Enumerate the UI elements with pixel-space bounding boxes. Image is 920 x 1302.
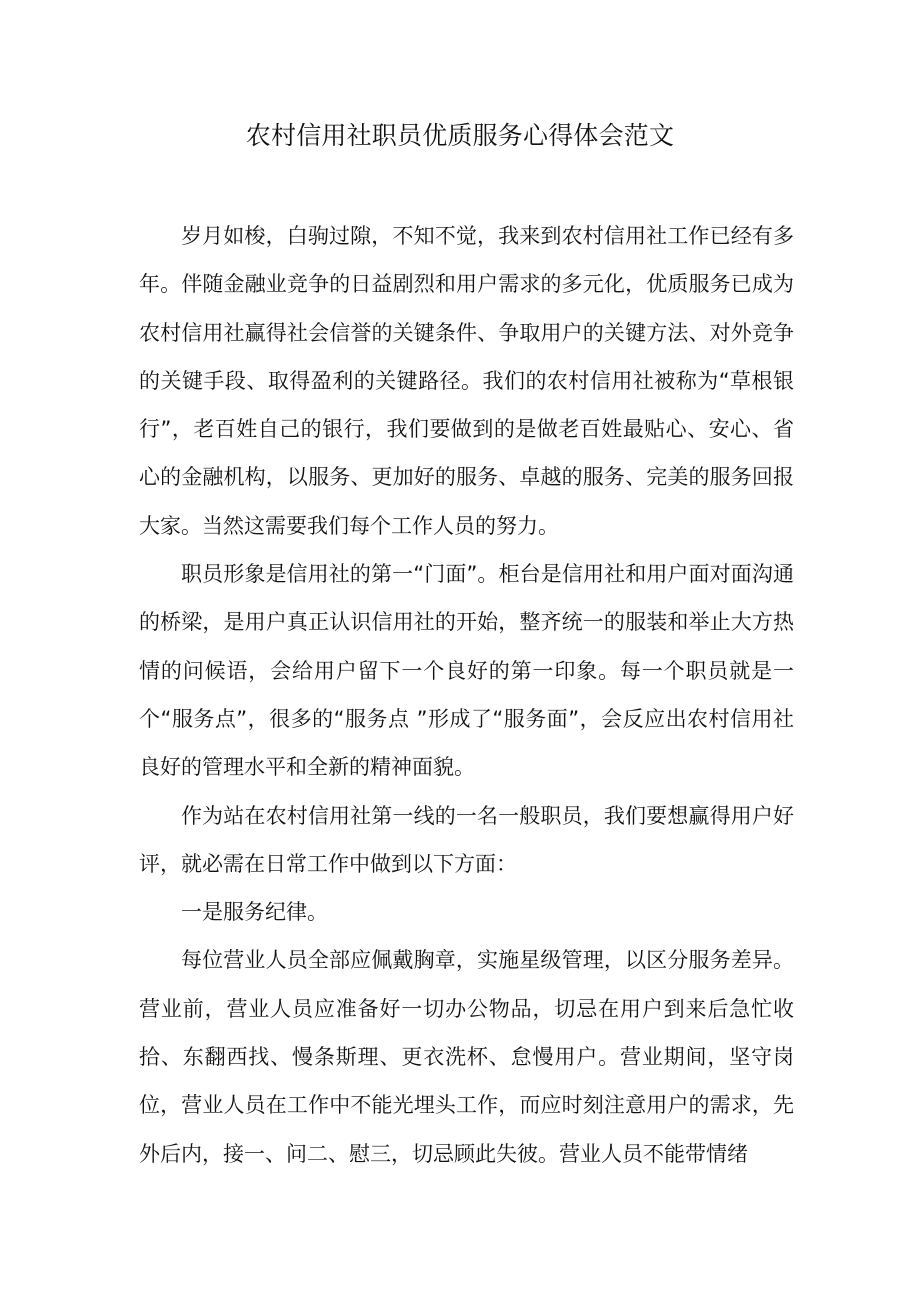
paragraph-frontline: 作为站在农村信用社第一线的一名一般职员，我们要想赢得用户好评，就必需在日常工作中做到以下方面：	[139, 803, 794, 876]
document-body	[139, 212, 794, 1178]
paragraph-heading-discipline: 一是服务纪律。	[181, 900, 328, 925]
document-title: 农村信用社职员优质服务心得体会范文	[245, 121, 675, 150]
paragraph-staff-image: 职员形象是信用社的第一“门面”。柜台是信用社和用户面对面沟通的桥梁，是用户真正认识信用社的开始，整齐统一的服装和举止大方热情的问候语，会给用户留下一个良好的第一印象。每一个职员就是一个“服务点”，很多的“服务点 ”形成了“服务面”，会反应出农村信用社良好的管理水平和全新的精神面貌。	[139, 562, 794, 780]
paragraph-intro: 岁月如梭，白驹过隙，不知不觉，我来到农村信用社工作已经有多年。伴随金融业竞争的日益剧烈和用户需求的多元化，优质服务已成为农村信用社赢得社会信誉的关键条件、争取用户的关键方法、对外竞争的关键手段、取得盈利的关键路径。我们的农村信用社被称为“草根银行”，老百姓自己的银行，我们要做到的是做老百姓最贴心、安心、省心的金融机构，以服务、更加好的服务、卓越的服务、完美的服务回报大家。当然这需要我们每个工作人员的努力。	[139, 224, 794, 538]
paragraph-discipline-details: 每位营业人员全部应佩戴胸章，实施星级管理，以区分服务差异。营业前，营业人员应准备好一切办公物品，切忌在用户到来后急忙收拾、东翻西找、慢条斯理、更衣洗杯、怠慢用户。营业期间，坚守岗位，营业人员在工作中不能光埋头工作，而应时刻注意用户的需求，先外后内，接一、问二、慰三，切忌顾此失彼。营业人员不能带情绪	[139, 948, 794, 1166]
